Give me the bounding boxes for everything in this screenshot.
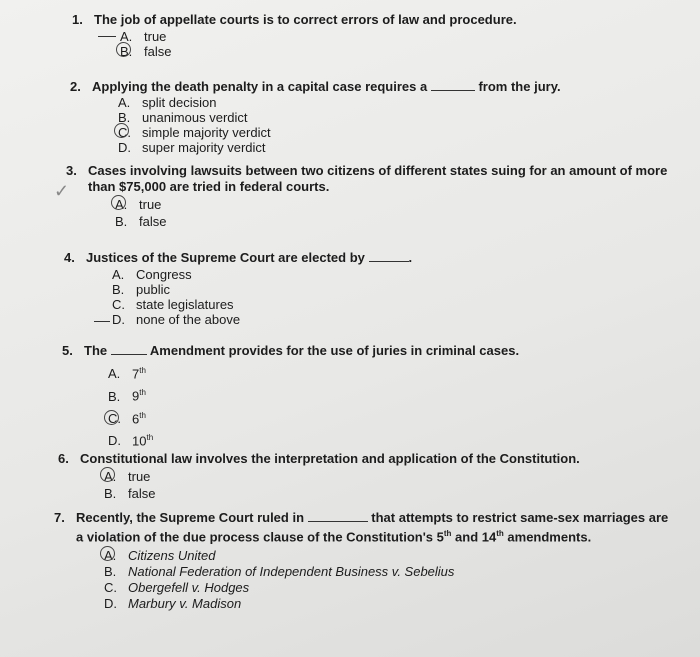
question-4-text: 4. Justices of the Supreme Court are elected by .: [64, 250, 413, 265]
question-5: [62, 343, 519, 450]
option-b: B. National Federation of Independent Business v. Sebelius: [104, 564, 455, 580]
option-d: D. none of the above: [112, 312, 412, 327]
checkmark-icon: ✓: [54, 181, 70, 201]
option-a: A. true: [120, 29, 517, 44]
question-6-text: 6. Constitutional law involves the interpretation and application of the Constitution.: [58, 451, 580, 466]
question-1-text: 1. The job of appellate courts is to correct errors of law and procedure.: [72, 12, 517, 27]
option-d: D. Marbury v. Madison: [104, 596, 242, 612]
answer-blank: [431, 79, 475, 91]
question-5-text: 5. The Amendment provides for the use of juries in criminal cases.: [62, 343, 520, 358]
option-b: B. false: [104, 486, 156, 501]
answer-circle: [100, 467, 115, 482]
question-4: [64, 250, 412, 327]
option-a: A. 7th: [108, 366, 146, 382]
question-7-text: 7. Recently, the Supreme Court ruled in that attempts to restrict same-sex marriages are: [54, 510, 669, 525]
answer-circle: [114, 123, 129, 138]
option-c: C. 6th: [108, 406, 519, 428]
answer-blank: [369, 250, 409, 262]
option-b: B. 9th: [108, 388, 146, 404]
option-a: A. Congress: [112, 267, 192, 282]
option-a: A. Citizens United: [104, 548, 668, 564]
question-2-text: 2. Applying the death penalty in a capital case requires a from the jury.: [70, 79, 561, 94]
option-b: B. false: [120, 44, 517, 59]
question-3-text: 3. Cases involving lawsuits between two citizens of different states suing for an amount of more: [66, 163, 668, 178]
option-c: C. state legislatures: [112, 297, 234, 312]
question-6: [58, 451, 580, 501]
answer-mark: [98, 36, 116, 37]
answer-circle: [116, 42, 131, 57]
answer-blank: [111, 343, 147, 355]
option-a: A. true: [104, 469, 580, 484]
option-c: C. Obergefell v. Hodges: [104, 580, 250, 596]
question-2: [70, 79, 561, 155]
question-3: 3. Cases involving lawsuits between two citizens of different states suing for an amount of more than $75,000 are tried in federal courts. A. true B. false: [66, 163, 668, 229]
answer-circle: [111, 195, 126, 210]
answer-circle: [104, 410, 119, 425]
option-c: C. simple majority verdict: [118, 125, 561, 140]
option-b: B. unanimous verdict: [118, 110, 248, 125]
option-d: D. 10th: [108, 432, 154, 449]
option-b: B. false: [115, 214, 167, 229]
answer-blank: [308, 510, 368, 522]
answer-mark: [94, 321, 110, 322]
option-a: A. split decision: [118, 95, 217, 110]
option-b: B. public: [112, 282, 170, 297]
option-d: D. super majority verdict: [118, 140, 266, 155]
question-1: [72, 12, 517, 59]
question-7: 7. Recently, the Supreme Court ruled in that attempts to restrict same-sex marriages are a violation of the due process clause of the Constitution's 5th and 14th amendments. A. Citizens United B. National Federation of Independent Business v. Sebelius C. Obergefell v. Hodges D. Marbury v. Madison: [54, 510, 669, 612]
option-a: A. true: [115, 197, 667, 212]
